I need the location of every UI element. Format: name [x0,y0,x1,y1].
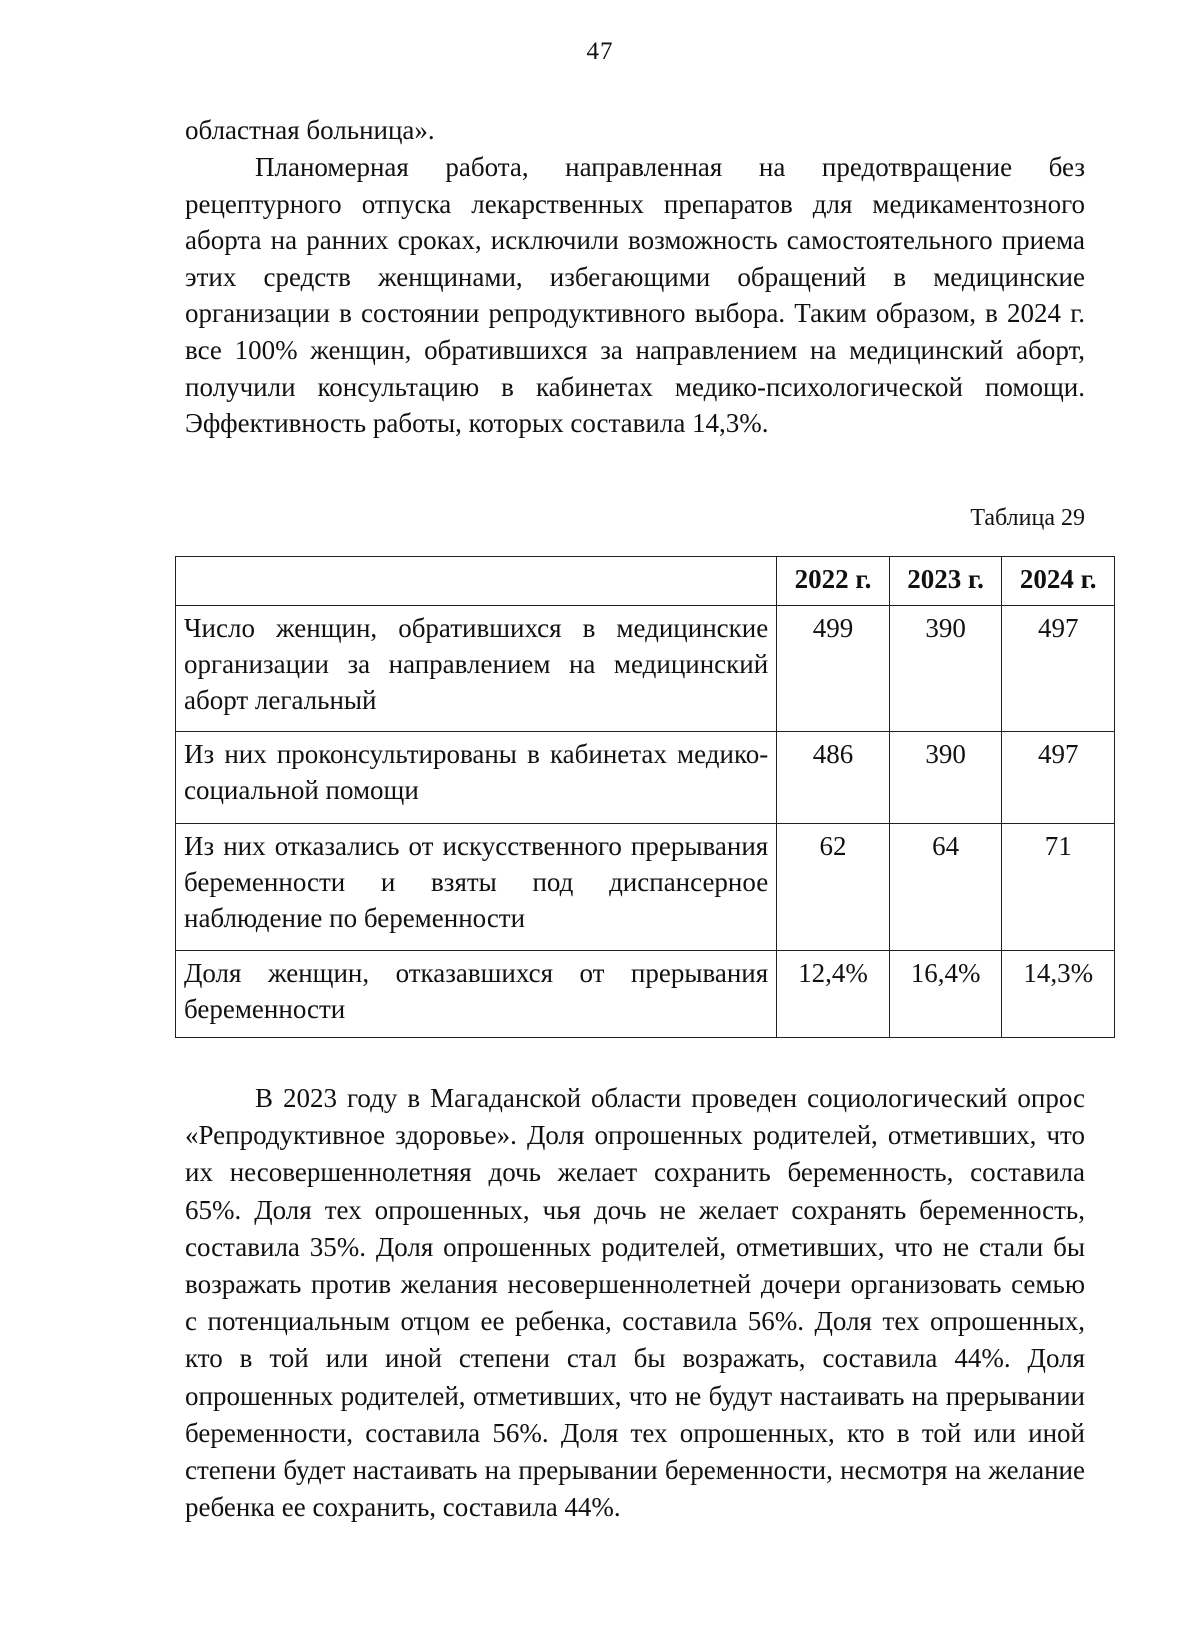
header-year-2023: 2023 г. [889,557,1002,606]
table-header-row [176,557,1115,606]
cell-2023: 64 [889,824,1002,951]
cell-2023: 16,4% [889,951,1002,1038]
cell-2023: 390 [889,732,1002,824]
paragraph-survey: В 2023 году в Магаданской области проведен социологический опрос «Репродуктивное здоровье». Доля опрошенных родителей, отметивших, что их несовершеннолетняя дочь желает сохранить беременность, составила 65%. Доля тех опрошенных, чья дочь не желает сохранять беременность, составила 35%. Доля опрошенных родителей, отметивших, что не стали бы возражать против желания несовершеннолетней дочери организовать семью с потенциальным отцом ее ребенка, составила 56%. Доля тех опрошенных, кто в той или иной степени стал бы возражать, составила 44%. Доля опрошенных родителей, отметивших, что не будут настаивать на прерывании беременности, составила 56%. Доля тех опрошенных, кто в той или иной степени будет настаивать на прерывании беременности, несмотря на желание ребенка ее сохранить, составила 44%. [185,1083,1085,1523]
statistics-table [175,556,1115,1038]
row-label: Из них проконсультированы в кабинетах медико-социальной помощи [176,732,777,824]
row-label: Число женщин, обратившихся в медицинские организации за направлением на медицинский аборт легальный [176,606,777,732]
paragraph-intro-end: областная больница». [185,115,435,145]
row-label: Из них отказались от искусственного прерывания беременности и взяты под диспансерное наблюдение по беременности [176,824,777,951]
cell-2024: 497 [1002,606,1115,732]
cell-2024: 497 [1002,732,1115,824]
row-label: Доля женщин, отказавшихся от прерывания беременности [176,951,777,1038]
cell-2022: 499 [777,606,890,732]
cell-2022: 62 [777,824,890,951]
table-row [176,951,1115,1038]
paragraph-planned-work: Планомерная работа, направленная на предотвращение без рецептурного отпуска лекарственных препаратов для медикаментозного аборта на ранних сроках, исключили возможность самостоятельного приема этих средств женщинами, избегающими обращений в медицинские организации в состоянии репродуктивного выбора. Таким образом, в 2024 г. все 100% женщин, обратившихся за направлением на медицинский аборт, получили консультацию в кабинетах медико-психологической помощи. Эффективность работы, которых составила 14,3%. [185,152,1085,439]
header-empty-cell [176,557,777,606]
cell-2024: 71 [1002,824,1115,951]
cell-2022: 12,4% [777,951,890,1038]
table-caption: Таблица 29 [970,505,1085,531]
table-row [176,824,1115,951]
cell-2022: 486 [777,732,890,824]
table-row [176,606,1115,732]
cell-2024: 14,3% [1002,951,1115,1038]
header-year-2022: 2022 г. [777,557,890,606]
page-number: 47 [586,38,614,65]
cell-2023: 390 [889,606,1002,732]
header-year-2024: 2024 г. [1002,557,1115,606]
table-row [176,732,1115,824]
